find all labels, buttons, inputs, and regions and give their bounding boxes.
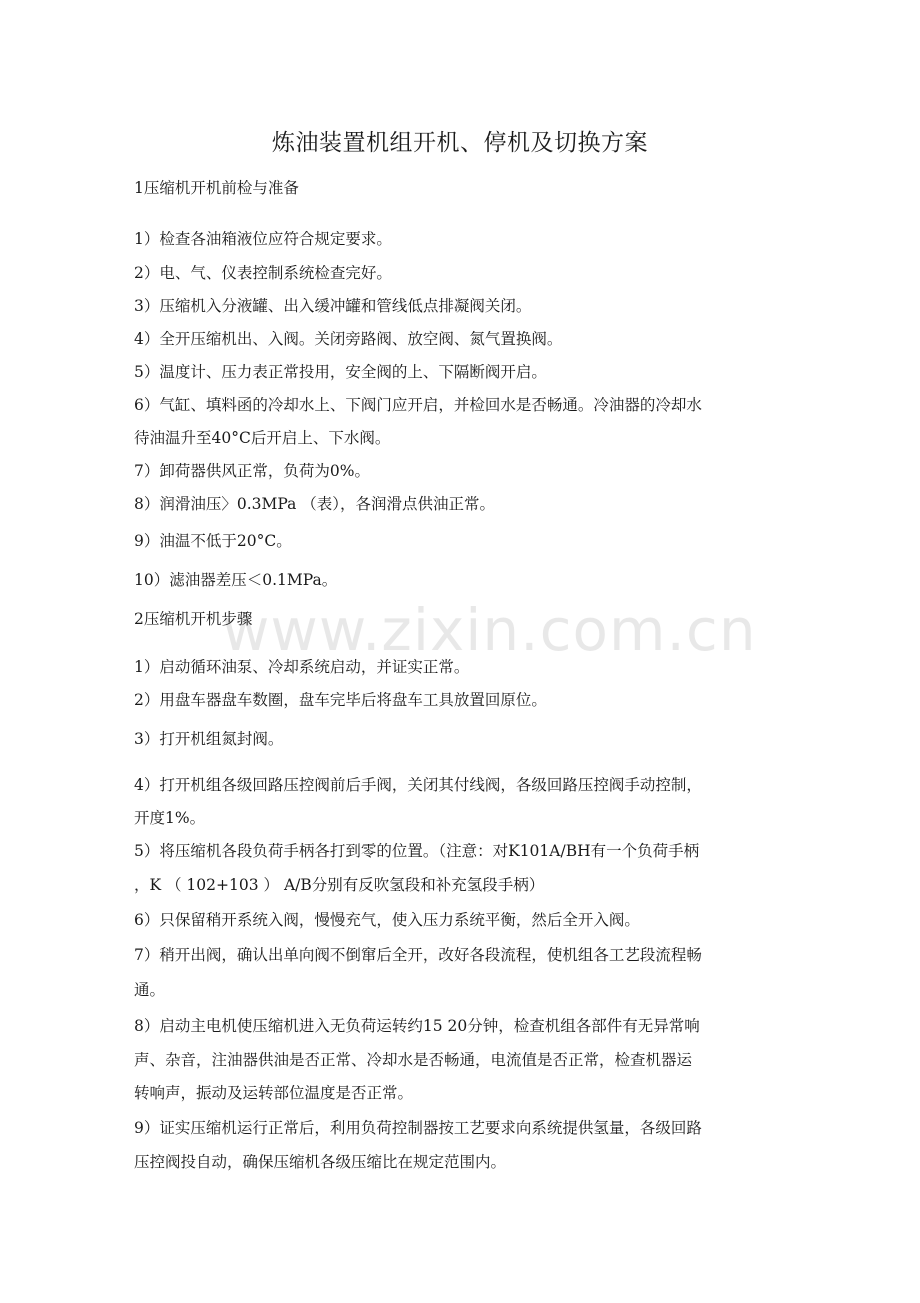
section-1-item-continued: 待油温升至40°C后开启上、下水阀。	[134, 429, 391, 447]
section-2-item: 4）打开机组各级回路压控阀前后手阀，关闭其付线阀，各级回路压控阀手动控制，	[134, 776, 702, 794]
section-2-heading: 2压缩机开机步骤	[134, 610, 253, 628]
section-2-item-continued: 通。	[134, 981, 166, 999]
section-2-item: 3）打开机组氮封阀。	[134, 730, 284, 748]
section-1-item: 5）温度计、压力表正常投用，安全阀的上、下隔断阀开启。	[134, 363, 547, 381]
section-2-item: 2）用盘车器盘车数圈，盘车完毕后将盘车工具放置回原位。	[134, 691, 547, 709]
section-2-item-continued: 压控阀投自动，确保压缩机各级压缩比在规定范围内。	[134, 1153, 507, 1171]
section-1-item: 9）油温不低于20°C。	[134, 532, 292, 550]
section-2-item: 6）只保留稍开系统入阀，慢慢充气，使入压力系统平衡，然后全开入阀。	[134, 911, 640, 929]
section-2-item-continued: 转响声，振动及运转部位温度是否正常。	[134, 1084, 414, 1102]
section-2-item: 1）启动循环油泵、冷却系统启动，并证实正常。	[134, 658, 470, 676]
section-2-item-continued: 开度1%。	[134, 809, 206, 827]
section-2-item-continued: 声、杂音，注油器供油是否正常、冷却水是否畅通，电流值是否正常，检查机器运	[134, 1051, 693, 1069]
section-2-item: 8）启动主电机使压缩机进入无负荷运转约15 20分钟，检查机组各部件有无异常响	[134, 1017, 700, 1035]
watermark: www.zixin.com.cn	[222, 596, 757, 664]
section-2-item-continued: ，K （ 102+103 ） A/B分别有反吹氢段和补充氢段手柄）	[134, 876, 545, 894]
section-1-item: 10）滤油器差压＜0.1MPa。	[134, 571, 338, 589]
section-2-item: 9）证实压缩机运行正常后，利用负荷控制器按工艺要求向系统提供氢量，各级回路	[134, 1119, 702, 1137]
section-1-item: 4）全开压缩机出、入阀。关闭旁路阀、放空阀、氮气置换阀。	[134, 330, 563, 348]
section-2-item: 5）将压缩机各段负荷手柄各打到零的位置。（注意：对K101A/BH有一个负荷手柄	[134, 842, 700, 860]
section-1-item: 1）检查各油箱液位应符合规定要求。	[134, 230, 392, 248]
section-1-item: 3）压缩机入分液罐、出入缓冲罐和管线低点排凝阀关闭。	[134, 297, 532, 315]
section-2-item: 7）稍开出阀，确认出单向阀不倒窜后全开，改好各段流程，使机组各工艺段流程畅	[134, 946, 702, 964]
section-1-item: 7）卸荷器供风正常，负荷为0%。	[134, 462, 370, 480]
document-title: 炼油装置机组开机、停机及切换方案	[272, 130, 648, 156]
section-1-heading: 1压缩机开机前检与准备	[134, 179, 299, 197]
section-1-item: 8）润滑油压〉0.3MPa （表），各润滑点供油正常。	[134, 495, 496, 513]
section-1-item: 6）气缸、填料函的冷却水上、下阀门应开启，并检回水是否畅通。冷油器的冷却水	[134, 396, 702, 414]
section-1-item: 2）电、气、仪表控制系统检查完好。	[134, 264, 392, 282]
